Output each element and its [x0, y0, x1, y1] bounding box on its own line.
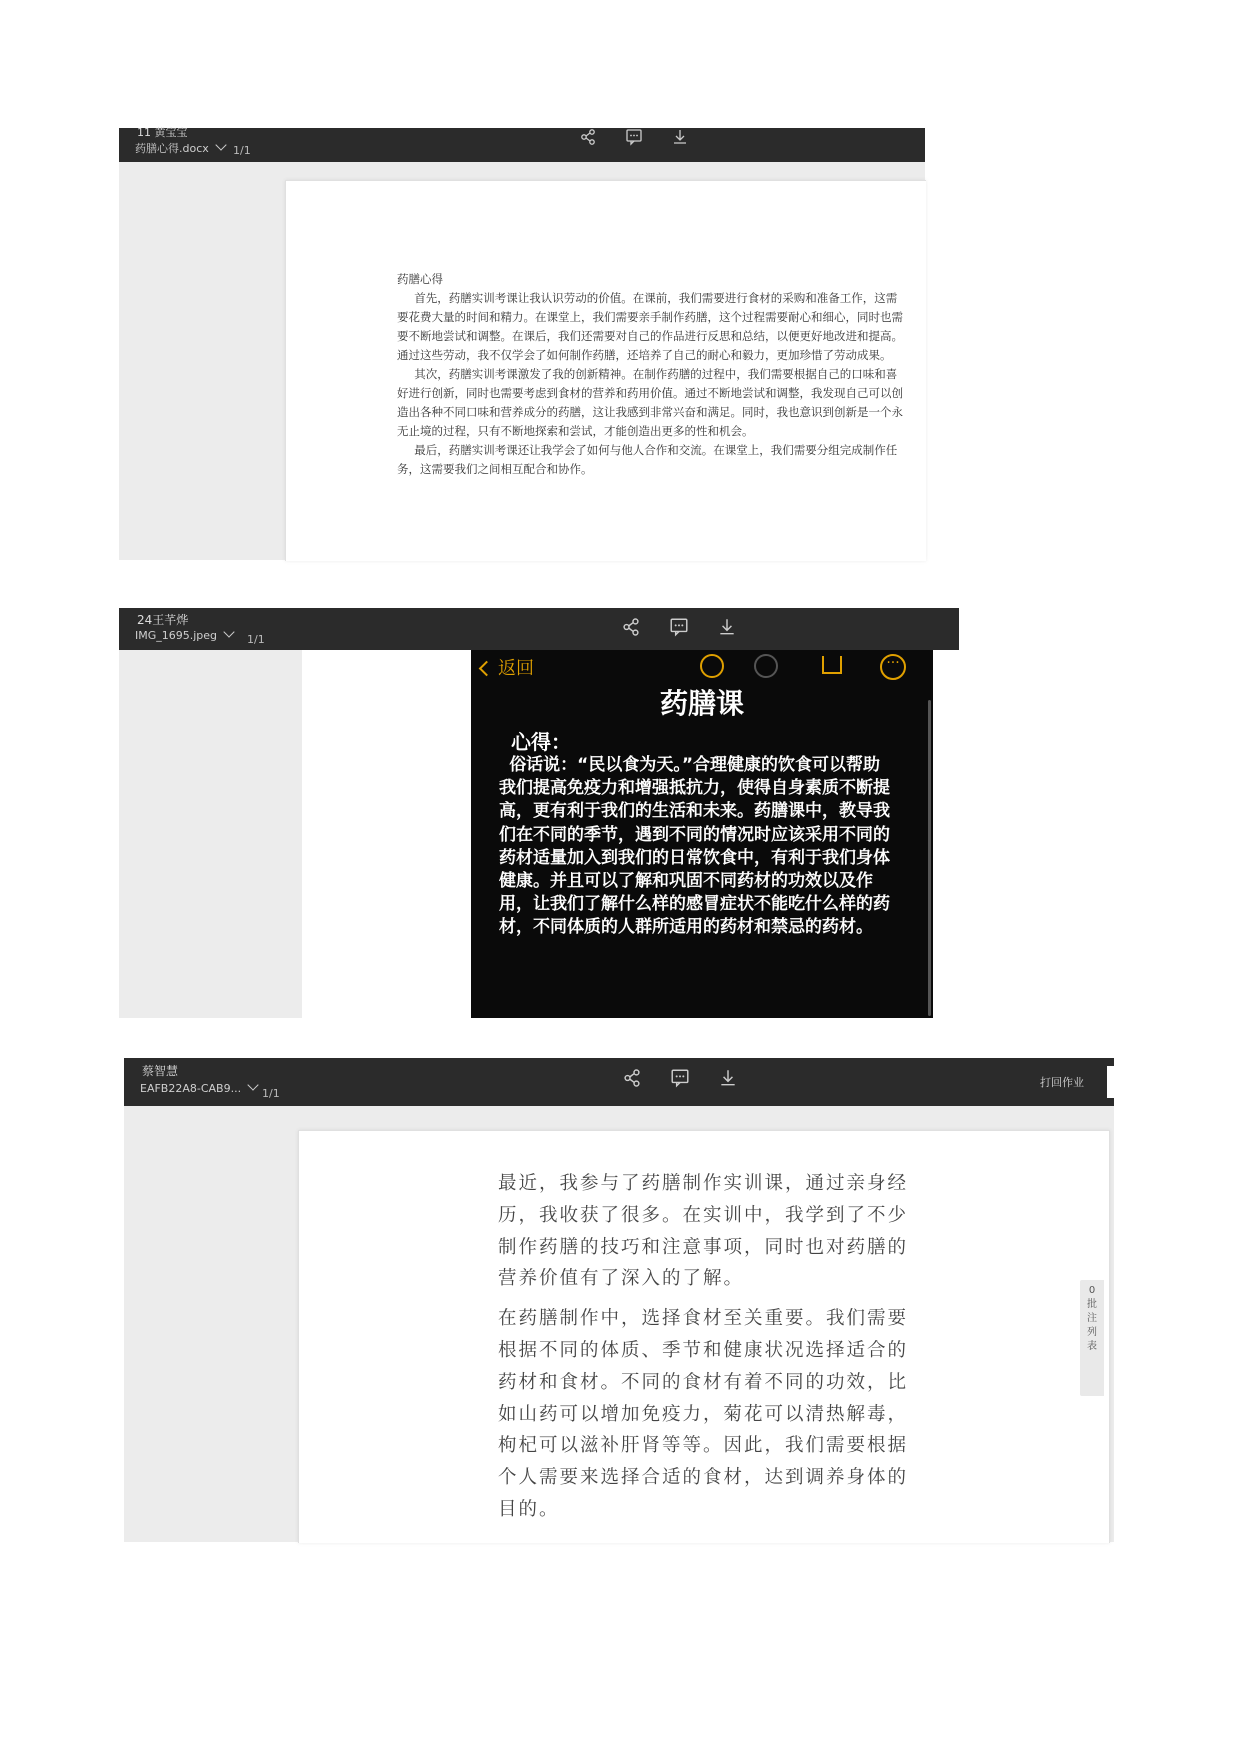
viewer-toolbar	[119, 128, 925, 162]
redo-icon	[754, 654, 778, 678]
handwritten-text	[498, 1168, 908, 1534]
return-homework-button[interactable]: 打回作业	[1040, 1076, 1084, 1089]
back-label: 返回	[498, 658, 534, 679]
page-count: 1/1	[262, 1087, 280, 1100]
download-icon[interactable]	[718, 1068, 738, 1092]
document-title: 药膳心得	[397, 272, 443, 286]
document-paragraph: 其次，药膳实训考课激发了我的创新精神。在制作药膳的过程中，我们需要根据自己的口味和喜好进行创新，同时也需要考虑到食材的营养和药用价值。通过不断地尝试和调整，我发现自己可以创造出各种不同口味和营养成分的药膳，这让我感到非常兴奋和满足。同时，我也意识到创新是一个永无止境的过程，只有不断地探索和尝试，才能创造出更多的性和机会。	[397, 367, 903, 438]
chevron-down-icon	[223, 626, 234, 637]
comment-list-tab[interactable]	[1080, 1280, 1104, 1396]
file-selector[interactable]	[135, 629, 233, 642]
chevron-left-icon	[479, 661, 495, 677]
document-paragraph: 首先，药膳实训考课让我认识劳动的价值。在课前，我们需要进行食材的采购和准备工作，这需要花费大量的时间和精力。在课堂上，我们需要亲手制作药膳，这个过程需要耐心和细心，同时也需要不断地尝试和调整。在课后，我们还需要对自己的作品进行反思和总结，以便更好地改进和提高。通过这些劳动，我不仅学会了如何制作药膳，还培养了自己的耐心和毅力，更加珍惜了劳动成果。	[397, 291, 903, 362]
document-text	[397, 270, 905, 479]
viewer-panel-2	[119, 608, 959, 1018]
download-icon[interactable]	[671, 128, 689, 150]
screenshot-image	[471, 650, 933, 1018]
file-name: 药膳心得.docx	[135, 142, 209, 155]
viewer-toolbar	[124, 1058, 1114, 1106]
more-icon: ···	[880, 654, 906, 680]
note-title: 药膳课	[659, 687, 744, 720]
back-button	[481, 654, 534, 680]
file-selector[interactable]	[135, 140, 225, 156]
share-icon[interactable]	[621, 617, 641, 641]
viewer-toolbar	[119, 608, 959, 650]
page-count: 1/1	[247, 633, 265, 646]
share-icon	[822, 656, 842, 674]
viewer-panel-1	[119, 128, 925, 560]
chevron-down-icon	[215, 139, 226, 150]
chevron-down-icon	[247, 1079, 258, 1090]
scrollbar	[928, 700, 931, 1016]
comment-list-label: 0 批注列表	[1087, 1285, 1097, 1352]
file-name: EAFB22A8-CAB9...	[140, 1082, 242, 1095]
note-body: 俗话说：“民以食为天。”合理健康的饮食可以帮助我们提高免疫力和增强抵抗力，使得自身素质不断提高，更有利于我们的生活和未来。药膳课中，教导我们在不同的季节，遇到不同的情况时应该采用不同的药材适量加入到我们的日常饮食中，有利于我们身体健康。并且可以了解和巩固不同药材的功效以及作用，让我们了解什么样的感冒症状不能吃什么样的药材，不同体质的人群所适用的药材和禁忌的药材。	[499, 755, 890, 938]
student-name: 蔡智慧	[142, 1064, 179, 1078]
comment-icon[interactable]	[625, 128, 643, 150]
student-name: 24王芊烨	[137, 613, 189, 627]
viewer-panel-3	[124, 1058, 1114, 1542]
student-name: 11 黄宝宝	[137, 126, 188, 139]
file-name: IMG_1695.jpeg	[135, 629, 218, 642]
note-subtitle: 心得：	[511, 730, 571, 754]
page-count: 1/1	[233, 144, 251, 157]
handwritten-paragraph: 在药膳制作中，选择食材至关重要。我们需要根据不同的体质、季节和健康状况选择适合的药材和食材。不同的食材有着不同的功效，比如山药可以增加免疫力，菊花可以清热解毒，枸杞可以滋补肝肾等等。因此，我们需要根据个人需要来选择合适的食材，达到调养身体的目的。	[498, 1308, 909, 1520]
share-icon[interactable]	[579, 128, 597, 150]
viewer-background	[119, 650, 302, 1018]
comment-icon[interactable]	[670, 1068, 690, 1092]
comment-icon[interactable]	[669, 617, 689, 641]
share-icon[interactable]	[622, 1068, 642, 1092]
file-selector[interactable]	[140, 1082, 257, 1095]
download-icon[interactable]	[717, 617, 737, 641]
document-paragraph: 最后，药膳实训考课还让我学会了如何与他人合作和交流。在课堂上，我们需要分组完成制作任务，这需要我们之间相互配合和协作。	[397, 443, 898, 476]
handwritten-paragraph: 最近，我参与了药膳制作实训课，通过亲身经历，我收获了很多。在实训中，我学到了不少制作药膳的技巧和注意事项，同时也对药膳的营养价值有了深入的了解。	[498, 1173, 909, 1290]
undo-icon	[700, 654, 724, 678]
toolbar-edge	[1107, 1066, 1114, 1098]
